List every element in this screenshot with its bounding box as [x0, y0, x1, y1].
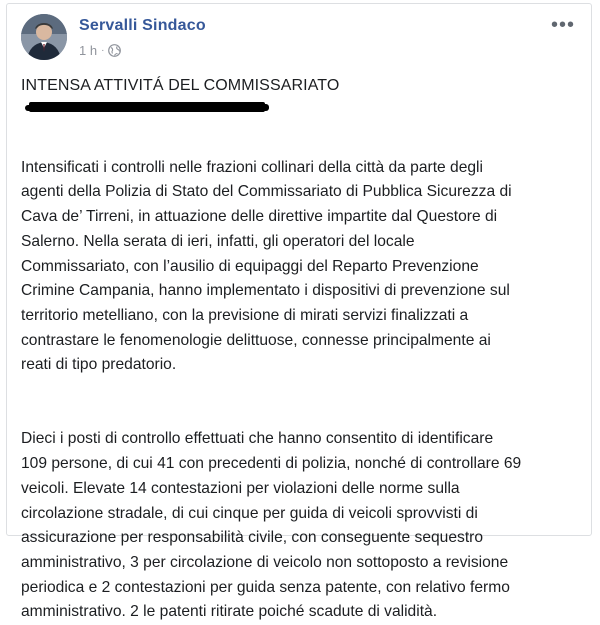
avatar[interactable]	[21, 14, 67, 60]
meta-separator: ·	[101, 45, 105, 56]
profile-photo	[21, 14, 67, 60]
post-header	[21, 14, 577, 60]
post-timestamp[interactable]: 1 h	[79, 43, 98, 58]
post-paragraph: Dieci i posti di controllo effettuati che hanno consentito di identificare 109 persone, di cui 41 con precedenti di polizia, nonché di controllare 69 veicoli. Elevate 14 contestazioni per violazioni delle norme sulla circolazione stradale, di cui cinque per guida di veicoli sprovvisti di assicurazione per responsabilità civile, con conseguente sequestro amministrativo, 3 per circolazione di veicolo non sottoposto a revisione periodica e 2 contestazioni per guida senza patente, con relativo fermo amministrativo. 2 le patenti ritirate poiché scadute di validità.	[21, 430, 522, 621]
post-card	[6, 3, 592, 621]
author-name[interactable]: Servalli Sindaco	[79, 17, 206, 34]
post-body	[21, 131, 581, 625]
post-paragraph: Intensificati i controlli nelle frazioni collinari della città da parte degli agenti della Polizia di Stato del Commissariato di Pubblica Sicurezza di Cava de’ Tirreni, in attuazione delle direttive impartite dal Questore di Salerno. Nella serata di ieri, infatti, gli operatori del locale Commissariato, con l’ausilio di equipaggi del Reparto Prevenzione Crimine Campania, hanno implementato i dispositivi di prevenzione sul territorio metelliano, con la previsione di mirati servizi finalizzati a contrastare le fenomenologie delittuose, connesse principalmente ai reati di tipo predatorio.	[21, 158, 512, 374]
redaction-mark	[29, 102, 265, 112]
post-meta	[79, 43, 121, 58]
more-options-icon[interactable]: •••	[550, 14, 575, 36]
globe-icon[interactable]	[108, 44, 121, 57]
post-title: INTENSA ATTIVITÁ DEL COMMISSARIATO	[21, 77, 340, 94]
